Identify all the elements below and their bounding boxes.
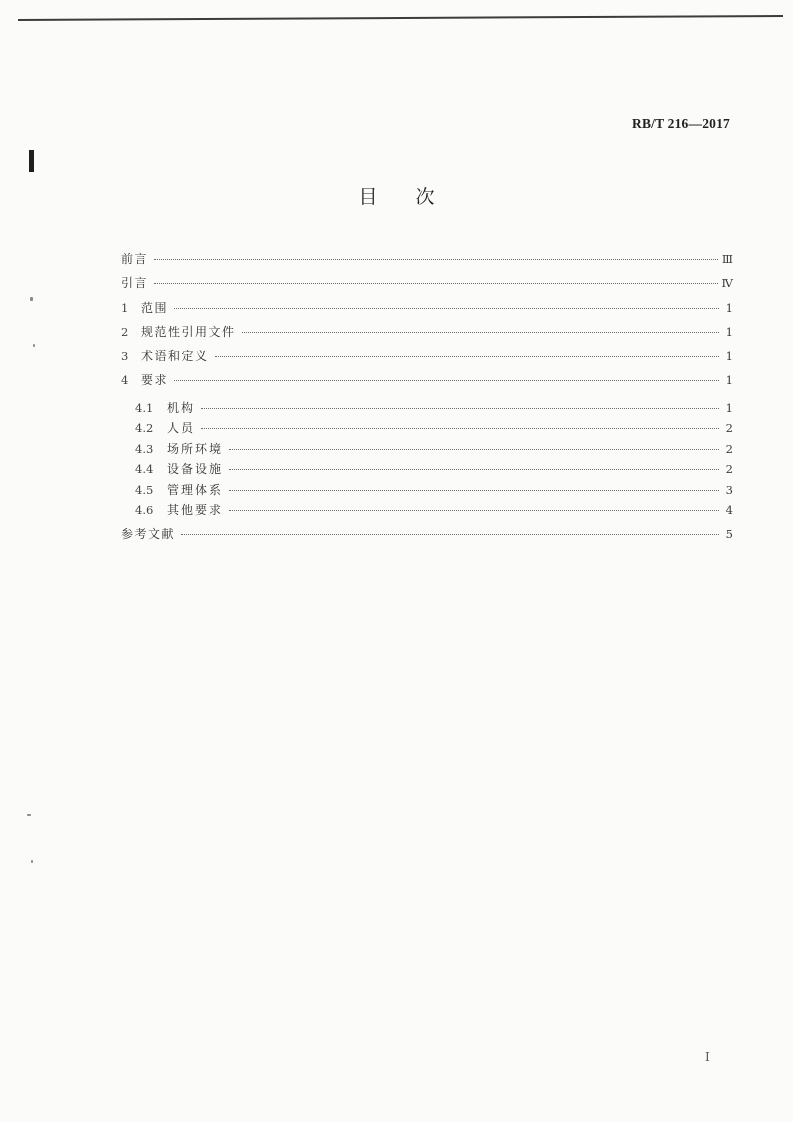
toc-leader bbox=[174, 308, 719, 309]
toc-number: 4.5 bbox=[135, 482, 154, 497]
toc-number: 4 bbox=[121, 373, 129, 388]
toc-number: 4.1 bbox=[135, 400, 154, 415]
toc-label: 管理体系 bbox=[167, 482, 224, 497]
scan-speck bbox=[30, 297, 33, 301]
toc-page-number: 2 bbox=[725, 421, 733, 436]
toc-page-number: Ⅲ bbox=[721, 252, 733, 266]
toc-label: 场所环境 bbox=[167, 441, 224, 456]
toc-entry-management-system[interactable] bbox=[121, 481, 733, 502]
toc-leader bbox=[229, 449, 719, 450]
toc-label: 其他要求 bbox=[167, 503, 224, 518]
toc-page-number: 1 bbox=[725, 349, 733, 364]
toc-leader bbox=[201, 428, 719, 429]
toc-label: 参考文献 bbox=[121, 526, 176, 541]
toc-label: 规范性引用文件 bbox=[141, 324, 236, 339]
toc-entry-introduction[interactable] bbox=[121, 274, 733, 298]
toc-entry-other-requirements[interactable] bbox=[121, 501, 733, 522]
toc-number: 4.2 bbox=[135, 421, 154, 436]
toc-label: 人员 bbox=[167, 421, 196, 436]
toc-label: 范围 bbox=[141, 300, 169, 315]
toc-label: 前言 bbox=[121, 252, 149, 266]
toc-label: 设备设施 bbox=[167, 462, 224, 477]
toc-label: 术语和定义 bbox=[141, 349, 209, 364]
toc-entry-scope[interactable] bbox=[121, 299, 733, 323]
page-title: 目次 bbox=[358, 186, 473, 208]
toc-page-number: 1 bbox=[725, 373, 733, 388]
toc-page-number: 5 bbox=[725, 526, 733, 541]
toc-leader bbox=[181, 534, 719, 535]
document-code: RB/T 216—2017 bbox=[632, 116, 730, 131]
toc-number: 1 bbox=[121, 300, 129, 315]
toc-number: 2 bbox=[121, 324, 129, 339]
toc-label: 机构 bbox=[167, 400, 196, 415]
toc-entry-bibliography[interactable] bbox=[121, 525, 733, 549]
toc-leader bbox=[229, 490, 719, 491]
toc-page-number: 1 bbox=[725, 300, 733, 315]
toc-leader bbox=[154, 283, 717, 284]
toc-leader bbox=[229, 469, 719, 470]
toc-entry-normative-references[interactable] bbox=[121, 323, 733, 347]
toc-page-number: 2 bbox=[725, 441, 733, 456]
footer-page-number: I bbox=[705, 1050, 710, 1064]
toc-page-number: 1 bbox=[725, 324, 733, 339]
toc-entry-foreword[interactable] bbox=[121, 250, 733, 274]
toc-page-number: 3 bbox=[725, 482, 733, 497]
toc-leader bbox=[215, 356, 719, 357]
toc-page-number: Ⅳ bbox=[721, 276, 733, 291]
header-rule bbox=[18, 15, 783, 21]
toc-entry-facilities-environment[interactable] bbox=[121, 440, 733, 461]
toc-page-number: 4 bbox=[725, 503, 733, 518]
margin-mark bbox=[29, 150, 34, 172]
toc-leader bbox=[201, 408, 719, 409]
toc-entry-terms-definitions[interactable] bbox=[121, 347, 733, 371]
toc-entry-organization[interactable] bbox=[121, 399, 733, 420]
table-of-contents bbox=[121, 250, 733, 549]
toc-leader bbox=[242, 332, 719, 333]
toc-entry-requirements[interactable] bbox=[121, 371, 733, 395]
toc-label: 要求 bbox=[141, 373, 169, 388]
scan-speck bbox=[33, 344, 35, 347]
toc-entry-personnel[interactable] bbox=[121, 419, 733, 440]
scan-speck bbox=[31, 860, 33, 863]
toc-page-number: 1 bbox=[725, 400, 733, 415]
toc-number: 4.6 bbox=[135, 503, 154, 518]
toc-number: 4.4 bbox=[135, 462, 154, 477]
toc-page-number: 2 bbox=[725, 462, 733, 477]
toc-number: 3 bbox=[121, 349, 129, 364]
toc-leader bbox=[174, 380, 719, 381]
scan-speck bbox=[27, 814, 31, 816]
toc-leader bbox=[229, 510, 719, 511]
toc-number: 4.3 bbox=[135, 441, 154, 456]
toc-leader bbox=[154, 259, 718, 260]
toc-label: 引言 bbox=[121, 276, 149, 291]
toc-entry-equipment[interactable] bbox=[121, 460, 733, 481]
